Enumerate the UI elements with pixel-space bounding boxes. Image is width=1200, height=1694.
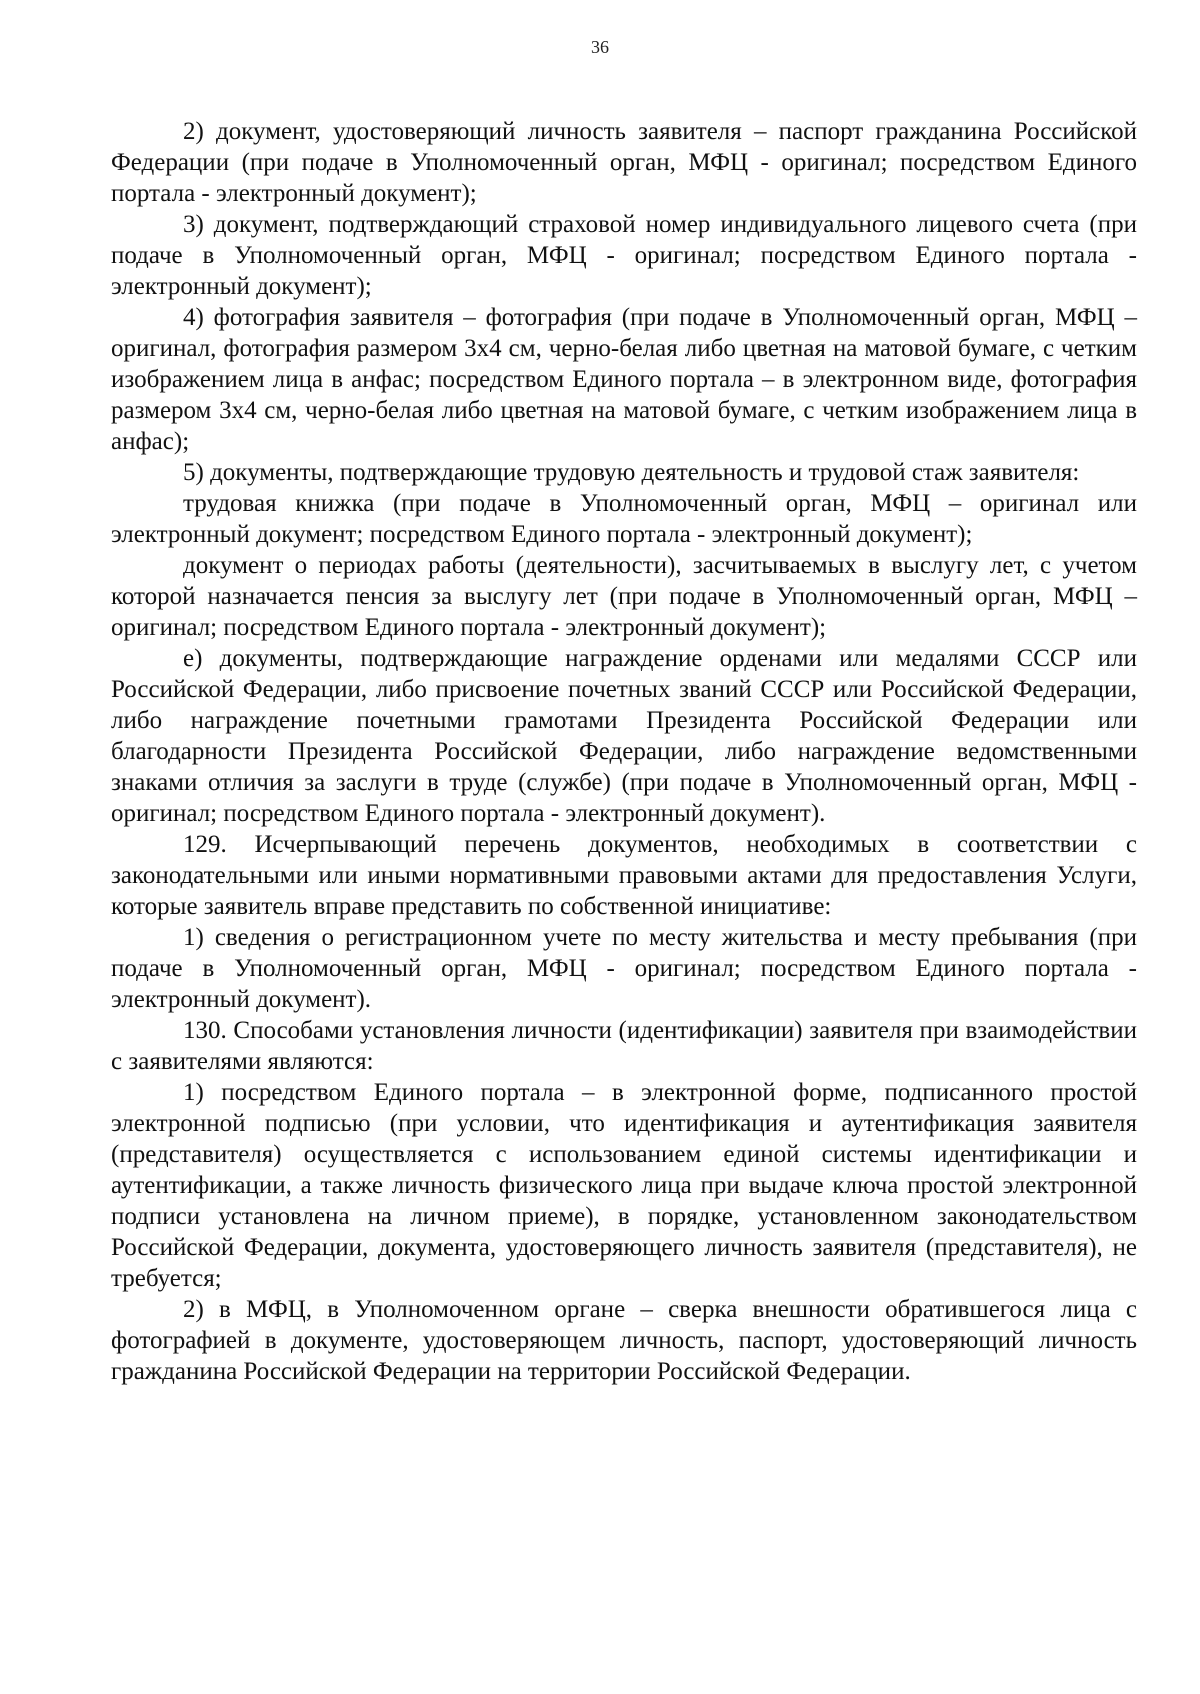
paragraph-130-item-1: 1) посредством Единого портала – в электронной форме, подписанного простой электронной подписью (при условии, что идентификация и аутентификация заявителя (представителя) осуществляется с использованием единой системы идентификации и аутентификации, а также личность физического лица при выдаче ключа простой электронной подписи установлена на личном приеме), в порядке, установленном законодательством Российской Федерации, документа, удостоверяющего личность заявителя (представителя), не требуется; [111,1079,1137,1292]
paragraph-129: 129. Исчерпывающий перечень документов, необходимых в соответствии с законодательными или иными нормативными правовыми актами для предоставления Услуги, которые заявитель вправе представить по собственной инициативе: [111,831,1137,920]
paragraph-129-item-1: 1) сведения о регистрационном учете по месту жительства и месту пребывания (при подаче в Уполномоченный орган, МФЦ - оригинал; посредством Единого портала - электронный документ). [111,924,1137,1013]
paragraph-item-5-work-documents: 5) документы, подтверждающие трудовую деятельность и трудовой стаж заявителя: [183,459,1080,486]
paragraph-work-periods-document: документ о периодах работы (деятельности), засчитываемых в выслугу лет, с учетом которой назначается пенсия за выслугу лет (при подаче в Уполномоченный орган, МФЦ – оригинал; посредством Единого портала - электронный документ); [111,552,1137,641]
paragraph-130: 130. Способами установления личности (идентификации) заявителя при взаимодействии с заявителями являются: [111,1017,1137,1075]
paragraph-work-record-book: трудовая книжка (при подаче в Уполномоченный орган, МФЦ – оригинал или электронный документ; посредством Единого портала - электронный документ); [111,490,1137,548]
paragraph-item-2-passport: 2) документ, удостоверяющий личность заявителя – паспорт гражданина Российской Федерации (при подаче в Уполномоченный орган, МФЦ - оригинал; посредством Единого портала - электронный документ); [111,118,1137,207]
paragraph-awards-documents: е) документы, подтверждающие награждение орденами или медалями СССР или Российской Федерации, либо присвоение почетных званий СССР или Российской Федерации, либо награждение почетными грамотами Президента Российской Федерации или благодарности Президента Российской Федерации, либо награждение ведомственными знаками отличия за заслуги в труде (службе) (при подаче в Уполномоченный орган, МФЦ - оригинал; посредством Единого портала - электронный документ). [111,645,1137,827]
document-body [111,116,1137,1387]
page-number: 36 [591,37,609,57]
paragraph-item-3-snils: 3) документ, подтверждающий страховой номер индивидуального лицевого счета (при подаче в Уполномоченный орган, МФЦ - оригинал; посредством Единого портала - электронный документ); [111,211,1137,300]
paragraph-item-4-photo: 4) фотография заявителя – фотография (при подаче в Уполномоченный орган, МФЦ – оригинал, фотография размером 3х4 см, черно-белая либо цветная на матовой бумаге, с четким изображением лица в анфас; посредством Единого портала – в электронном виде, фотография размером 3х4 см, черно-белая либо цветная на матовой бумаге, с четким изображением лица в анфас); [111,304,1137,455]
paragraph-130-item-2: 2) в МФЦ, в Уполномоченном органе – сверка внешности обратившегося лица с фотографией в документе, удостоверяющем личность, паспорт, удостоверяющий личность гражданина Российской Федерации на территории Российской Федерации. [111,1296,1137,1385]
